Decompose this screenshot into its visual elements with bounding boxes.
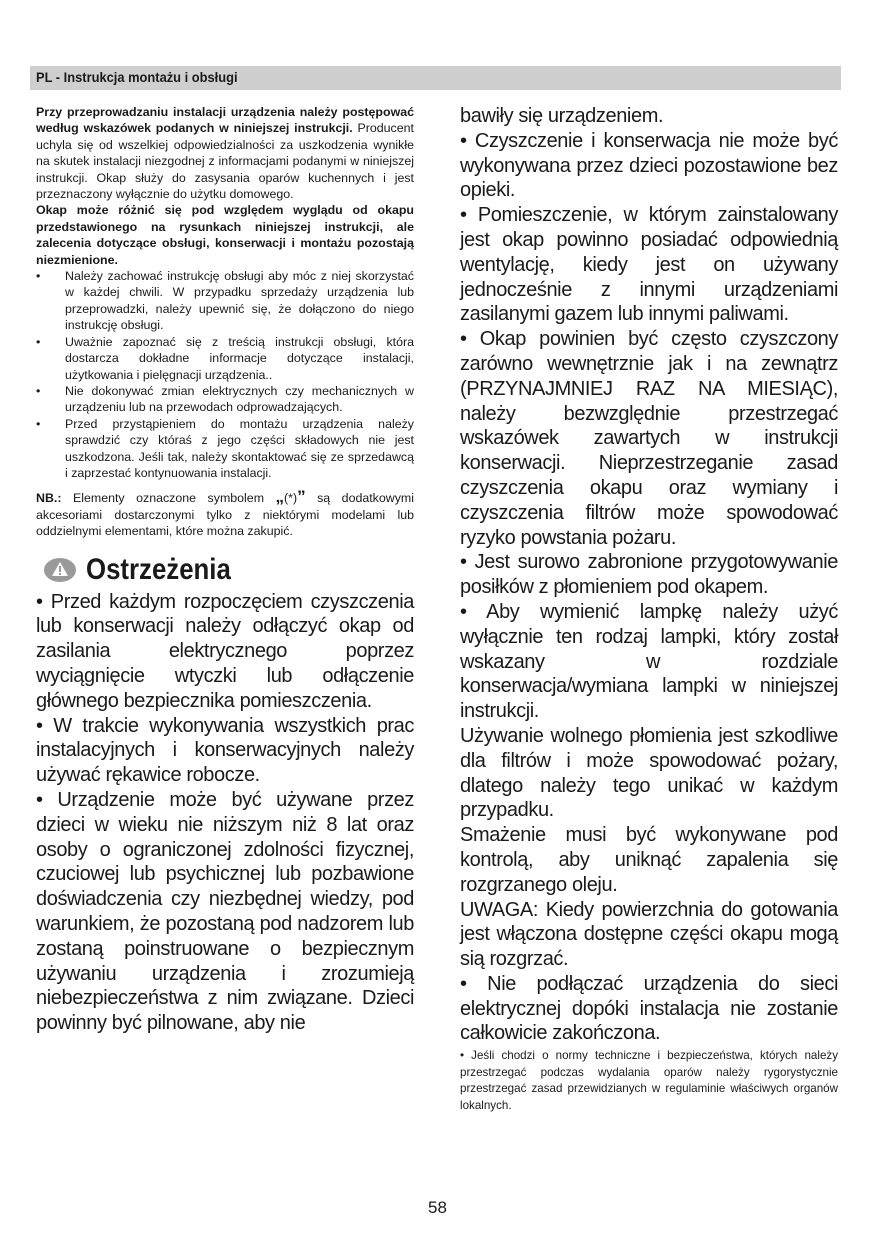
optional-symbol-open: „ — [275, 487, 285, 507]
standards-note: • Jeśli chodzi o normy techniczne i bezpieczeństwa, których należy przestrzegać podczas wydalania oparów należy rygorystycznie przestrzegać zasad przewidzianych w regulaminie właściwych organów lokalnych. — [460, 1049, 838, 1113]
intro-paragraph — [36, 104, 414, 202]
optional-symbol: (*) — [284, 491, 298, 506]
list-item: • Nie dokonywać zmian elektrycznych czy mechanicznych w urządzeniu lub na przewodach odprowadzających. — [36, 383, 414, 415]
bullet-glyph: • — [36, 269, 41, 284]
intro-bold-note: Okap może różnić się pod względem wyglądu od okapu przedstawionego na rysunkach niniejszej instrukcji, ale zalecenia dotyczące obsługi, konserwacji i montażu pozostają niezmienione. — [36, 203, 414, 267]
section-header-title: PL - Instrukcja montażu i obsługi — [36, 69, 238, 85]
left-column — [36, 104, 414, 1036]
bullet-glyph: • — [36, 334, 41, 349]
nb-label: NB.: — [36, 491, 62, 506]
warning-paragraph: • Urządzenie może być używane przez dzieci w wieku nie niższym niż 8 lat oraz osoby o ograniczonej zdolności fizycznej, czuciowej lub psychicznej lub pozbawione doświadczenia czy niezbędnej wiedzy, pod warunkiem, że pozostaną pod nadzorem lub zostaną poinstruowane o bezpiecznym używaniu urządzenia i zrozumieją niebezpieczeństwa z nim związane. Dzieci powinny być pilnowane, aby nie — [36, 788, 414, 1035]
warning-paragraph: bawiły się urządzeniem. — [460, 105, 664, 127]
bullet-glyph: • — [36, 383, 41, 398]
warning-paragraph: • Pomieszczenie, w którym zainstalowany jest okap powinno posiadać odpowiednią wentylację, kiedy jest on używany jednocześnie z innymi urządzeniami zasilanymi gazem lub innymi paliwami. — [460, 204, 838, 326]
warning-paragraph: • Aby wymienić lampkę należy użyć wyłącznie ten rodzaj lampki, który został wskazany w rozdziale konserwacja/wymiana lampki w niniejszej instrukcji. — [460, 600, 838, 723]
section-header-bar — [30, 66, 841, 90]
warning-paragraph: • Czyszczenie i konserwacja nie może być wykonywana przez dzieci pozostawione bez opieki. — [460, 129, 838, 202]
nb-note: NB.: Elementy oznaczone symbolem „(*)” są dodatkowymi akcesoriami dostarczonymi tylko z niektórymi modelami lub oddzielnymi elementami, które można zakupić. — [36, 487, 414, 539]
warning-paragraph: Używanie wolnego płomienia jest szkodliwe dla filtrów i może spowodować pożary, dlatego należy tego unikać w każdym przypadku. — [460, 724, 838, 822]
warning-paragraph: • Nie podłączać urządzenia do sieci elektrycznej dopóki instalacja nie zostanie całkowicie zakończona. — [460, 972, 838, 1045]
warning-paragraph: • Przed każdym rozpoczęciem czyszczenia lub konserwacji należy odłączyć okap od zasilania elektrycznego poprzez wyciągnięcie wtyczki lub odłączenie głównego bezpiecznika pomieszczenia. — [36, 590, 414, 712]
list-item: • Przed przystąpieniem do montażu urządzenia należy sprawdzić czy któraś z jego części składowych nie jest uszkodzona. Jeśli tak, należy skontaktować się ze sprzedawcą i zaprzestać kontynuowania instalacji. — [36, 416, 414, 480]
list-item: • Należy zachować instrukcję obsługi aby móc z niej skorzystać w każdej chwili. W przypadku sprzedaży urządzenia lub przeprowadzki, należy upewnić się, że dołączono do niego instrukcję obsługi. — [36, 269, 414, 333]
warning-paragraph: Smażenie musi być wykonywane pod kontrolą, aby uniknąć zapalenia się rozgrzanego oleju. — [460, 824, 838, 896]
page-number: 58 — [428, 1198, 447, 1217]
warning-paragraph: UWAGA: Kiedy powierzchnia do gotowania jest włączona dostępne części okapu mogą sią rozgrzać. — [460, 898, 838, 971]
warnings-heading — [36, 550, 414, 590]
instruction-bullet-list — [36, 268, 414, 481]
warnings-title: Ostrzeżenia — [86, 552, 231, 586]
warning-paragraph: • W trakcie wykonywania wszystkich prac instalacyjnych i konserwacyjnych należy używać rękawice robocze. — [36, 714, 414, 787]
warning-paragraph: • Okap powinien być często czyszczony zarówno wewnętrznie jak i na zewnątrz (PRZYNAJMNIEJ RAZ NA MIESIĄC), należy bezwzględnie przestrzegać wskazówek zawartych w instrukcji konserwacji. Nieprzestrzeganie zasad czyszczenia okapu oraz wymiany i czyszczenia filtrów może spowodować ryzyko powstania pożaru. — [460, 328, 838, 549]
list-item: • Uważnie zapoznać się z treścią instrukcji obsługi, która dostarcza dokładne informacje dotyczące instalacji, użytkowania i pielęgnacji urządzenia.. — [36, 334, 414, 382]
intro-text: Producent uchyla się od wszelkiej odpowiedzialności za uszkodzenia wynikłe na skutek instalacji niezgodnej z informacjami podanymi w niniejszej instrukcji. Okap służy do zasysania oparów kuchennych i jest przeznaczony wyłącznie do użytku domowego. — [36, 121, 414, 202]
bullet-glyph: • — [36, 416, 41, 431]
optional-symbol-close: ” — [297, 487, 306, 507]
warning-paragraph: • Jest surowo zabronione przygotowywanie posiłków z płomieniem pod okapem. — [460, 551, 838, 599]
intro-bold-lead: Przy przeprowadzaniu instalacji urządzenia należy postępować według wskazówek podanych w niniejszej instrukcji. — [36, 105, 414, 136]
right-column — [460, 104, 838, 1115]
warning-icon — [44, 558, 76, 582]
